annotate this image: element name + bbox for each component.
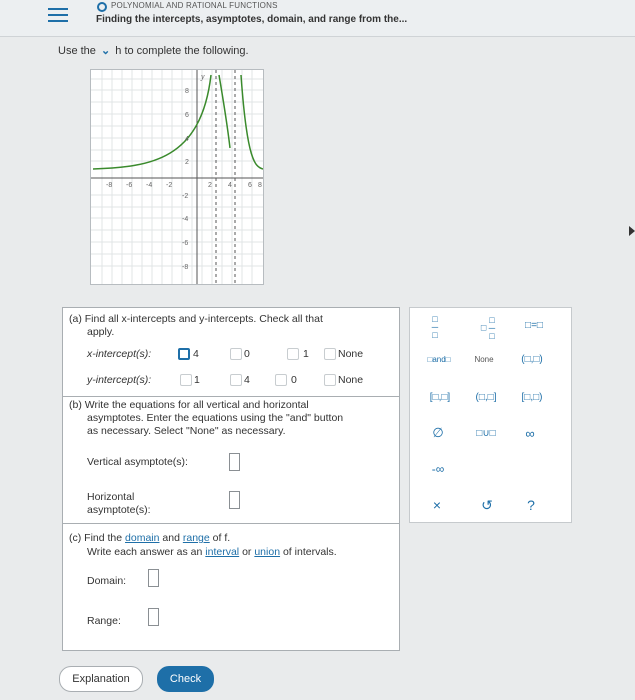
horizontal-asymptote-label: Horizontal [87, 491, 135, 503]
open-open-interval-button[interactable]: (□,□) [521, 354, 543, 365]
y-intercept-checkbox-0[interactable] [275, 374, 287, 386]
page-title: Finding the intercepts, asymptotes, domain, and range from the... [96, 14, 408, 25]
part-c-text: Write each answer as an [87, 546, 203, 558]
part-b-line2: asymptotes. Enter the equations using the "and" button [87, 412, 344, 424]
x-intercept-label: x-intercept(s): [87, 348, 152, 360]
header-bar [0, 0, 635, 37]
and-button[interactable]: □and□ [427, 355, 451, 364]
y-intercept-checkbox-4[interactable] [230, 374, 242, 386]
function-graph [90, 69, 264, 285]
infinity-button[interactable]: ∞ [525, 426, 535, 441]
y-intercept-option-label: None [338, 374, 364, 386]
part-c-section [63, 523, 399, 650]
instruction-text [58, 44, 249, 57]
graph-svg [91, 70, 263, 284]
instruction-prefix: Use the [58, 45, 96, 57]
mixed-number-button[interactable]: □ □ ─ □ [480, 315, 496, 341]
x-tick-label: -6 [126, 182, 133, 189]
part-c-text: or [242, 546, 252, 558]
part-c-line2 [87, 546, 337, 558]
x-intercept-option-label: 1 [303, 348, 309, 360]
menu-icon[interactable] [48, 4, 68, 26]
y-tick-label: -6 [182, 240, 189, 247]
clear-icon[interactable]: × [432, 497, 442, 513]
x-intercept-checkbox-none[interactable] [324, 348, 336, 360]
closed-closed-interval-button[interactable]: [□,□] [429, 392, 451, 403]
part-c-text: of intervals. [282, 546, 337, 558]
part-c-text: and [162, 532, 180, 544]
and-button-label: and [432, 355, 446, 364]
x-intercept-option-label: 0 [244, 348, 250, 360]
y-tick-label: -8 [182, 264, 189, 271]
part-b-section [63, 396, 399, 524]
curve-middle-branch [219, 75, 230, 148]
x-intercept-checkbox-1[interactable] [287, 348, 299, 360]
panel-arrow-icon[interactable] [629, 226, 635, 236]
horizontal-asymptote-input[interactable] [229, 491, 240, 509]
domain-label: Domain: [87, 575, 127, 587]
y-intercept-option-label: 1 [194, 374, 200, 386]
explanation-button[interactable]: Explanation [59, 666, 143, 692]
x-tick-label: -4 [146, 182, 153, 189]
chevron-down-icon[interactable]: ⌄ [100, 45, 111, 57]
range-label: Range: [87, 615, 121, 627]
instruction-suffix: h to complete the following. [115, 45, 249, 57]
y-tick-label: 8 [185, 88, 189, 95]
union-button[interactable]: □∪□ [476, 428, 496, 439]
fraction-button[interactable]: □ ─ □ [431, 314, 439, 340]
horizontal-asymptote-label: asymptote(s): [87, 504, 151, 516]
topic-label: POLYNOMIAL AND RATIONAL FUNCTIONS [111, 1, 278, 10]
domain-link[interactable]: domain [125, 532, 160, 544]
x-tick-label: 8 [258, 182, 262, 189]
x-intercept-option-label: 4 [193, 348, 199, 360]
equals-button[interactable]: □=□ [525, 320, 543, 331]
domain-input[interactable] [148, 569, 159, 587]
vertical-asymptote-input[interactable] [229, 453, 240, 471]
range-link[interactable]: range [182, 532, 210, 544]
none-button[interactable]: None [474, 355, 494, 364]
check-button[interactable]: Check [157, 666, 214, 692]
part-b-line3: as necessary. Select "None" as necessary. [87, 425, 286, 437]
x-tick-label: 4 [228, 182, 232, 189]
neg-infinity-button[interactable]: -∞ [431, 462, 445, 476]
part-c-text: of f. [212, 532, 231, 544]
interval-link[interactable]: interval [205, 546, 240, 558]
topic-status-icon [97, 2, 107, 12]
part-c-text: (c) Find the [69, 532, 123, 544]
y-intercept-checkbox-1[interactable] [180, 374, 192, 386]
y-tick-label: -4 [182, 216, 189, 223]
x-tick-label: -2 [166, 182, 173, 189]
help-icon[interactable]: ? [527, 497, 535, 513]
part-c-line1 [69, 532, 230, 544]
closed-open-interval-button[interactable]: [□,□) [521, 392, 543, 403]
question-panel [62, 307, 400, 651]
part-a-section [63, 308, 399, 397]
undo-icon[interactable]: ↺ [481, 497, 493, 513]
part-a-prompt-line2: apply. [87, 326, 115, 338]
x-tick-label: 6 [248, 182, 252, 189]
math-palette [409, 307, 572, 523]
y-tick-label: -2 [182, 193, 189, 200]
y-tick-label: 2 [185, 159, 189, 166]
y-intercept-label: y-intercept(s): [87, 374, 152, 386]
x-intercept-checkbox-0[interactable] [230, 348, 242, 360]
y-tick-label: 6 [185, 112, 189, 119]
y-intercept-option-label: 4 [244, 374, 250, 386]
x-intercept-option-label: None [338, 348, 364, 360]
y-intercept-option-label: 0 [291, 374, 297, 386]
part-a-prompt-line1: (a) Find all x-intercepts and y-intercepts. Check all that [69, 313, 323, 325]
part-b-line1: (b) Write the equations for all vertical and horizontal [69, 399, 309, 411]
range-input[interactable] [148, 608, 159, 626]
y-tick-label: 4 [185, 136, 189, 143]
y-axis-label: y [201, 72, 205, 81]
x-intercept-checkbox-4[interactable] [178, 348, 190, 360]
vertical-asymptote-label: Vertical asymptote(s): [87, 456, 188, 468]
empty-set-button[interactable]: ∅ [432, 425, 444, 440]
x-tick-label: 2 [208, 182, 212, 189]
x-tick-label: -8 [106, 182, 113, 189]
union-link[interactable]: union [254, 546, 281, 558]
y-intercept-checkbox-none[interactable] [324, 374, 336, 386]
open-closed-interval-button[interactable]: (□,□] [475, 392, 497, 403]
